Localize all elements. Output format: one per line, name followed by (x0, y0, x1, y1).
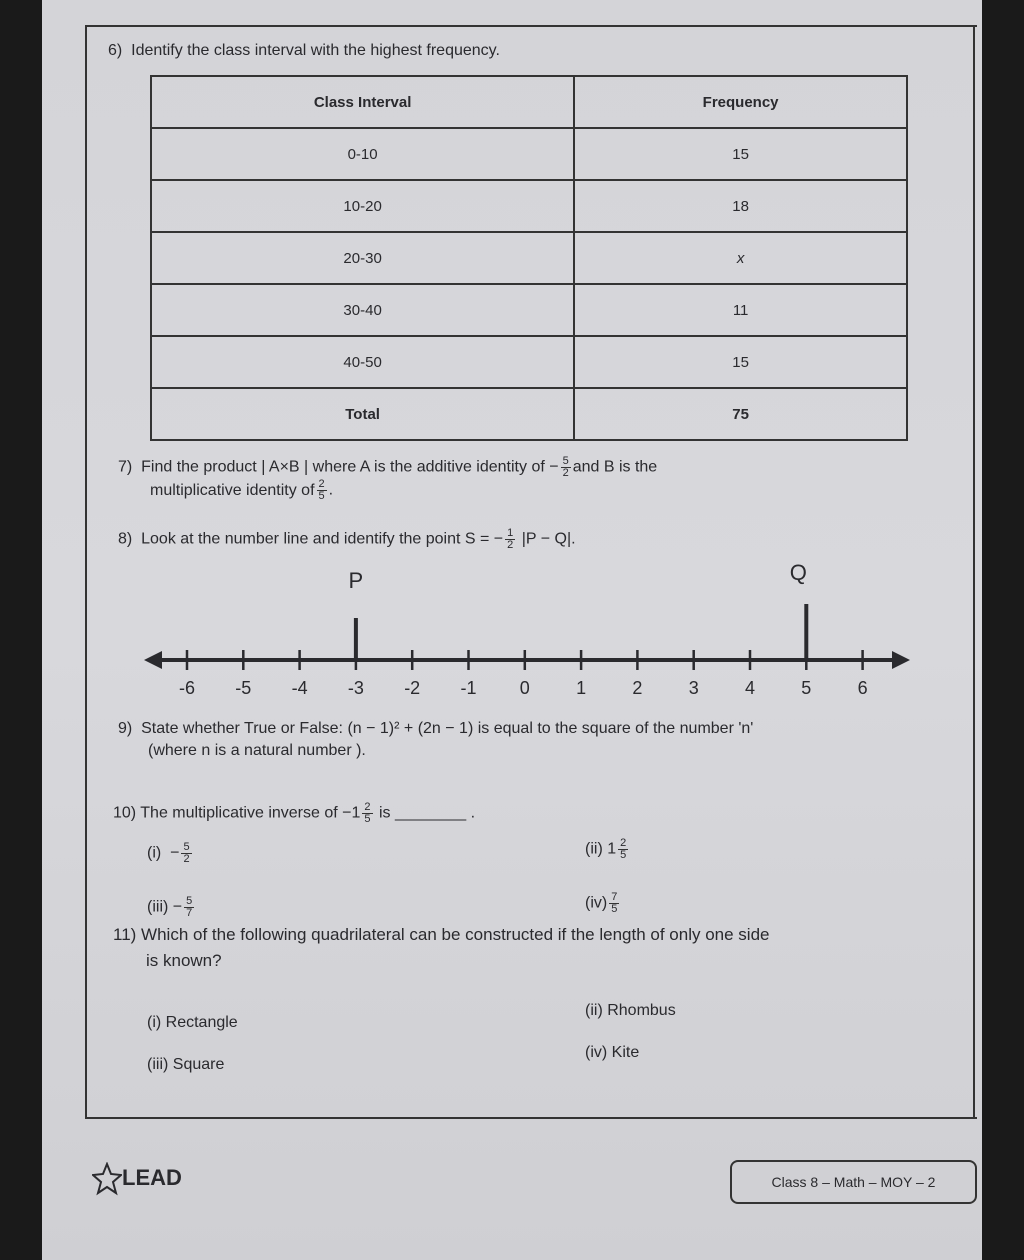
number-line (140, 560, 920, 710)
q10-option-4 (585, 892, 621, 915)
tick-label: 6 (857, 678, 868, 698)
q10-option-2 (585, 838, 630, 861)
frequency-table (150, 75, 908, 441)
q10-number: 10) (113, 804, 137, 822)
cell: 30-40 (151, 284, 574, 336)
denominator: 2 (183, 853, 190, 865)
cell: 15 (574, 128, 907, 180)
q8-number: 8) (118, 530, 133, 548)
page-border-right (973, 25, 975, 1117)
q7-text: multiplicative identity of (150, 481, 315, 499)
q11-number: 11) (113, 925, 137, 944)
cell: 40-50 (151, 336, 574, 388)
fraction (317, 479, 327, 502)
q9-text: State whether True or False: (n − 1)² + (2n − 1) is equal to the square of the number 'n' (141, 720, 754, 737)
option-sign: − (170, 844, 180, 862)
header-class-interval: Class Interval (151, 76, 574, 128)
denominator: 5 (620, 849, 627, 861)
q11-text: Which of the following quadrilateral can be constructed if the length of only one side (141, 925, 770, 944)
cell: 75 (574, 388, 907, 440)
denominator: 2 (507, 539, 514, 551)
q11-text: is known? (146, 951, 222, 970)
fraction (181, 842, 191, 865)
tick-label: -3 (347, 678, 364, 698)
question-8 (118, 528, 576, 551)
q11-option-1: (i) Rectangle (147, 1014, 238, 1031)
cell: 15 (574, 336, 907, 388)
table-row (151, 232, 907, 284)
table-row (151, 284, 907, 336)
cell: 20-30 (151, 232, 574, 284)
numerator: 2 (364, 801, 371, 813)
denominator: 7 (186, 907, 193, 919)
option-sign: − (172, 898, 183, 916)
denominator: 5 (364, 813, 371, 825)
q6-number: 6) (108, 42, 123, 59)
tick-label: -5 (235, 678, 252, 698)
left-arrow-icon (144, 651, 162, 669)
tick-label: -6 (178, 678, 196, 698)
q7-number: 7) (118, 458, 133, 476)
tick-label: 2 (632, 678, 643, 698)
fraction (618, 838, 628, 861)
question-6 (108, 40, 500, 62)
cell: 18 (574, 180, 907, 232)
q7-text: and B is the (572, 458, 658, 476)
point-p-label: P (348, 568, 364, 593)
denominator: 5 (318, 490, 325, 502)
table-row-total (151, 388, 907, 440)
question-7 (118, 456, 657, 502)
q10-option-3 (147, 896, 196, 919)
numerator: 5 (186, 895, 193, 907)
question-10 (113, 802, 475, 825)
cell: 0-10 (151, 128, 574, 180)
fraction (362, 802, 372, 825)
numerator: 5 (562, 455, 569, 467)
q11-option-3: (iii) Square (147, 1056, 225, 1073)
q9-text: (where n is a natural number ). (148, 742, 366, 759)
q10-text: is ________ . (378, 804, 476, 822)
tick-label: 0 (519, 678, 530, 698)
numerator: 7 (611, 891, 618, 903)
cell: 11 (574, 284, 907, 336)
cell: 10-20 (151, 180, 574, 232)
fraction (505, 528, 515, 551)
numerator: 2 (318, 478, 325, 490)
option-label: (iv) (585, 894, 608, 912)
numerator: 1 (507, 527, 514, 539)
option-whole: 1 (607, 840, 617, 858)
q8-text: Look at the number line and identify the point S = − (141, 530, 504, 548)
tick-label: 4 (744, 678, 756, 698)
header-frequency: Frequency (574, 76, 907, 128)
denominator: 5 (611, 903, 618, 915)
table-row (151, 336, 907, 388)
fraction (609, 892, 619, 915)
fraction (561, 456, 571, 479)
logo-text: LEAD (122, 1164, 182, 1190)
table-row (151, 128, 907, 180)
q7-text: . (328, 481, 334, 499)
q11-option-4: (iv) Kite (585, 1044, 640, 1061)
table-row (151, 180, 907, 232)
tick-label: -4 (291, 678, 308, 698)
tick-label: -1 (460, 678, 477, 698)
denominator: 2 (562, 467, 569, 479)
q7-text: Find the product | A×B | where A is the additive identity of − (141, 458, 559, 476)
question-9 (118, 718, 753, 762)
cell: x (574, 232, 907, 284)
fraction (184, 896, 194, 919)
q10-option-1 (147, 842, 194, 865)
question-11 (113, 922, 769, 974)
class-badge: Class 8 – Math – MOY – 2 (730, 1160, 977, 1204)
right-arrow-icon (892, 651, 910, 669)
q6-text: Identify the class interval with the highest frequency. (131, 42, 500, 59)
numerator: 5 (183, 841, 190, 853)
tick-label: 5 (801, 678, 812, 698)
point-q-label: Q (789, 560, 807, 585)
q11-option-2: (ii) Rhombus (585, 1002, 676, 1019)
tick-label: 1 (576, 678, 587, 698)
q9-number: 9) (118, 720, 133, 737)
table-header (151, 76, 907, 128)
option-label: (iii) (147, 898, 169, 916)
option-label: (ii) (585, 840, 603, 858)
cell: Total (151, 388, 574, 440)
tick-label: 3 (688, 678, 699, 698)
q10-text: The multiplicative inverse of −1 (140, 804, 361, 822)
tick-label: -2 (404, 678, 421, 698)
numerator: 2 (620, 837, 627, 849)
lead-logo (92, 1162, 182, 1196)
q8-text: |P − Q|. (521, 530, 576, 548)
option-label: (i) (147, 844, 162, 862)
star-logo-icon (92, 1162, 122, 1196)
